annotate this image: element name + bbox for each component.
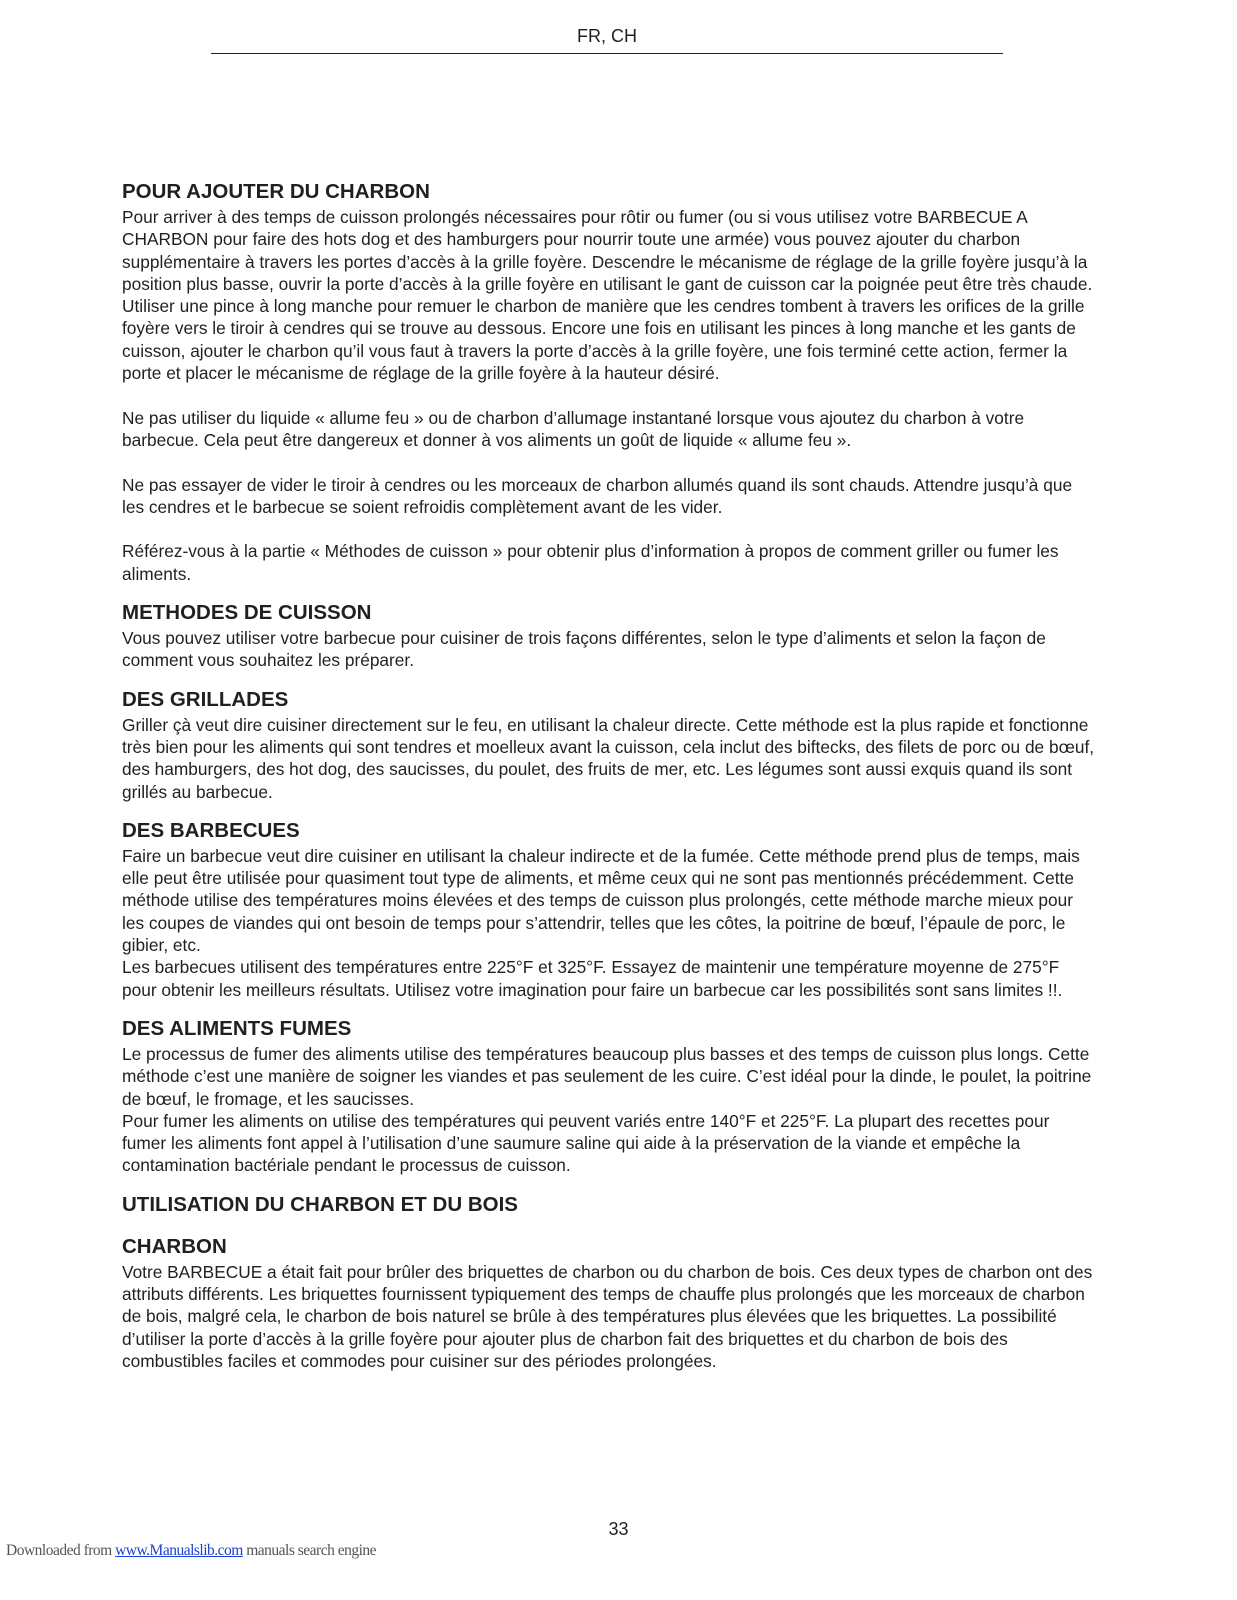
- section-title-grillades: DES GRILLADES: [122, 687, 289, 711]
- paragraph: Griller çà veut dire cuisiner directement sur le feu, en utilisant la chaleur directe. Cette méthode est la plus rapide et fonctionne très bien pour les aliments qui sont tendres et moelleux avant la cuisson, cela inclut des biftecks, des filets de porc ou de bœuf, des hamburgers, des hot dog, des saucisses, du poulet, des fruits de mer, etc. Les légumes sont aussi exquis quand ils sont grillés au barbecue.: [122, 714, 1095, 802]
- page-header-label: FR, CH: [577, 26, 637, 46]
- header-rule: [211, 53, 1003, 54]
- paragraph: Faire un barbecue veut dire cuisiner en utilisant la chaleur indirecte et de la fumée. Cette méthode prend plus de temps, mais elle peut être utilisée pour quasiment tout type de aliments, et même ceux qui ne sont pas mentionnés précédemment. Cette méthode utilise des températures moins élevées et des temps de cuisson plus prolongés, cette méthode marche mieux pour les coupes de viandes qui ont besoin de temps pour s’attendrir, telles que les côtes, la poitrine de bœuf, l’épaule de porc, le gibier, etc.: [122, 845, 1080, 956]
- section-title-charbon: CHARBON: [122, 1234, 227, 1258]
- paragraph: Pour arriver à des temps de cuisson prolongés nécessaires pour rôtir ou fumer (ou si vous utilisez votre BARBECUE A CHARBON pour faire des hots dog et des hamburgers pour nourrir toute une armée) vous pouvez ajouter du charbon supplémentaire à travers les portes d’accès à la grille foyère. Descendre le mécanisme de réglage de la grille foyère jusqu’à la position plus basse, ouvrir la porte d’accès à la grille foyère en utilisant le gant de cuisson car la poignée peut être très chaude. Utiliser une pince à long manche pour remuer le charbon de manière que les cendres tombent à travers les orifices de la grille foyère vers le tiroir à cendres qui se trouve au dessous. Encore une fois en utilisant les pinces à long manche et les gants de cuisson, ajouter le charbon qu’il vous faut à travers la porte d’accès à la grille foyère, une fois terminé cette action, fermer la porte et placer le mécanisme de réglage de la grille foyère à la hauteur désiré.: [122, 207, 1093, 384]
- section-title-charbon-bois: UTILISATION DU CHARBON ET DU BOIS: [122, 1192, 518, 1216]
- paragraph: Pour fumer les aliments on utilise des températures qui peuvent variés entre 140°F et 225°F. La plupart des recettes pour fumer les aliments font appel à l’utilisation d’une saumure saline qui aide à la préservation de la viande et empêche la contamination bactériale pendant le processus de cuisson.: [122, 1110, 1050, 1176]
- section-title-aliments-fumes: DES ALIMENTS FUMES: [122, 1016, 352, 1040]
- paragraph: Vous pouvez utiliser votre barbecue pour cuisiner de trois façons différentes, selon le type d’aliments et selon la façon de comment vous souhaitez les préparer.: [122, 628, 1046, 671]
- paragraph: Référez-vous à la partie « Méthodes de cuisson » pour obtenir plus d’information à propos de comment griller ou fumer les aliments.: [122, 541, 1059, 584]
- download-footer: [6, 1542, 376, 1560]
- paragraph: Le processus de fumer des aliments utilise des températures beaucoup plus basses et des temps de cuisson plus longs. Cette méthode c’est une manière de soigner les viandes et pas seulement de les cuire. C’est idéal pour la dinde, le poulet, la poitrine de bœuf, le fromage, et les saucisses.: [122, 1043, 1092, 1109]
- paragraph: Ne pas essayer de vider le tiroir à cendres ou les morceaux de charbon allumés quand ils sont chauds. Attendre jusqu’à que les cendres et le barbecue se soient refroidis complètement avant de les vider.: [122, 474, 1073, 517]
- manualslib-link[interactable]: www.Manualslib.com: [115, 1542, 243, 1559]
- section-title-barbecues: DES BARBECUES: [122, 818, 300, 842]
- paragraph: Les barbecues utilisent des températures entre 225°F et 325°F. Essayez de maintenir une température moyenne de 275°F pour obtenir les meilleurs résultats. Utilisez votre imagination pour faire un barbecue car les possibilités sont sans limites !!.: [122, 957, 1063, 1000]
- paragraph: Votre BARBECUE a était fait pour brûler des briquettes de charbon ou du charbon de bois. Ces deux types de charbon ont des attributs différents. Les briquettes fournissent typiquement des temps de chauffe plus prolongés que les morceaux de charbon de bois, malgré cela, le charbon de bois naturel se brûle à des températures plus élevées que les briquettes. La possibilité d’utiliser la porte d’accès à la grille foyère pour ajouter plus de charbon fait des briquettes et du charbon de bois des combustibles faciles et commodes pour cuisiner sur des périodes prolongées.: [122, 1261, 1093, 1371]
- footer-prefix: Downloaded from: [6, 1542, 116, 1559]
- section-title-methodes-cuisson: METHODES DE CUISSON: [122, 601, 372, 625]
- paragraph: Ne pas utiliser du liquide « allume feu » ou de charbon d’allumage instantané lorsque vous ajoutez du charbon à votre barbecue. Cela peut être dangereux et donner à vos aliments un goût de liquide « allume feu ».: [122, 407, 1025, 450]
- footer-suffix: manuals search engine: [242, 1542, 377, 1559]
- section-title-ajouter-charbon: POUR AJOUTER DU CHARBON: [122, 180, 430, 203]
- page-number: 33: [608, 1519, 629, 1539]
- page-content: [122, 178, 1097, 1372]
